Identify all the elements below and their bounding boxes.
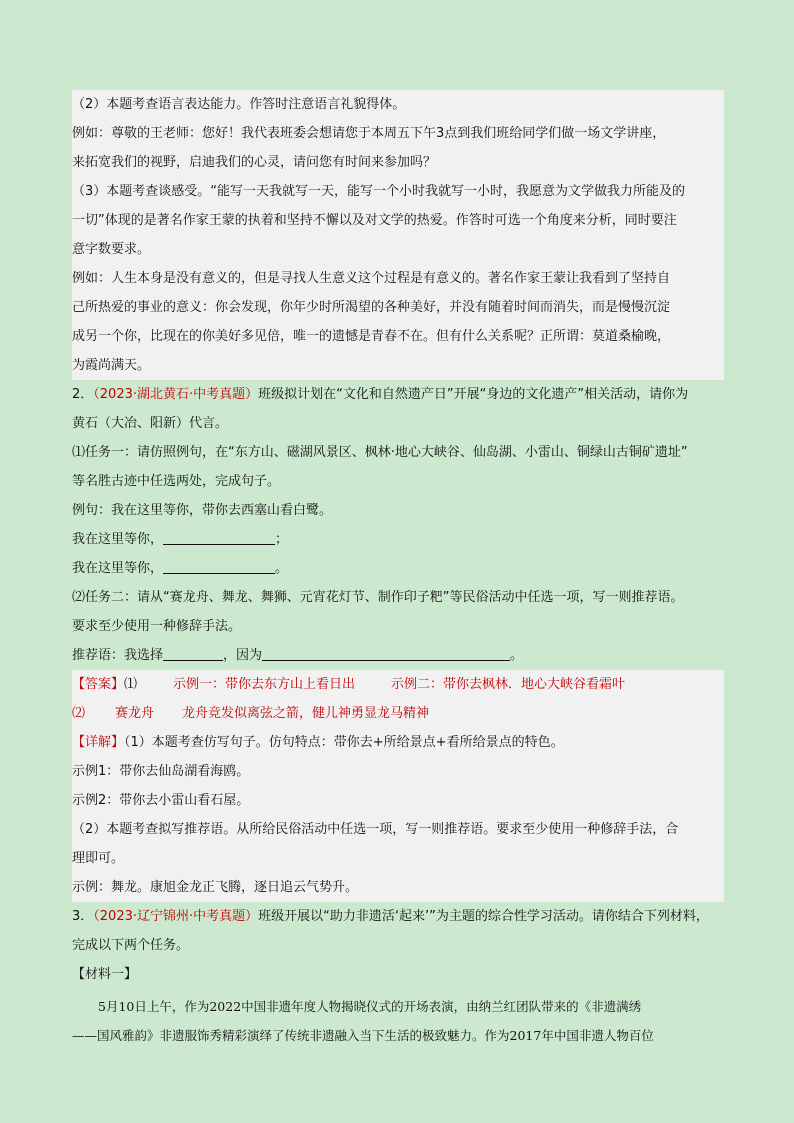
answer-example-line: 为霞尚满天。 (72, 351, 724, 380)
answer-line: 【答案】⑴ 示例一：带你去东方山上看日出 示例二：带你去枫林．地心大峡谷看霜叶 (72, 670, 724, 699)
task-1-line: 等名胜古迹中任选两处，完成句子。 (72, 474, 281, 489)
answer-blank[interactable] (163, 559, 275, 574)
question-2-stem-cont: 黄石（大冶、阳新）代言。 (72, 416, 229, 431)
question-source: （2023·湖北黄石·中考真题） (93, 387, 259, 402)
task-2-line: ⑵任务二：请从“赛龙舟、舞龙、舞狮、元宵花灯节、制作印子粑”等民俗活动中任选一项，写一则推荐语。 (72, 590, 684, 605)
fill-blank-line: 我在这里等你， ； (72, 532, 289, 547)
question-3-stem-cont: 完成以下两个任务。 (72, 938, 190, 953)
recommend-line: 推荐语：我选择 ，因为 。 (72, 648, 524, 663)
task-2-line: 要求至少使用一种修辞手法。 (72, 619, 242, 634)
detail-line: 示例1：带你去仙岛湖看海鸥。 (72, 757, 724, 786)
answer-blank[interactable] (163, 646, 223, 661)
answer-blank[interactable] (163, 530, 275, 545)
answer-line: （2）本题考查语言表达能力。作答时注意语言礼貌得体。 (72, 90, 724, 119)
answer-example-line: 成另一个你，比现在的你美好多见倍，唯一的遗憾是青春不在。但有什么关系呢？正所谓：莫道桑榆晚， (72, 322, 724, 351)
question-number: 3． (72, 909, 94, 924)
answer-example-line: 己所热爱的事业的意义：你会发现，你年少时所渴望的各种美好，并没有随着时间而消失，而是慢慢沉淀 (72, 293, 724, 322)
example-sentence: 例句：我在这里等你，带你去西塞山看白鹭。 (72, 503, 333, 518)
answer-example-line: 来拓宽我们的视野，启迪我们的心灵，请问您有时间来参加吗？ (72, 148, 724, 177)
answer-example-line: 例如：人生本身是没有意义的，但是寻找人生意义这个过程是有意义的。著名作家王蒙让我看到了坚持自 (72, 264, 724, 293)
detail-line: 示例：舞龙。康旭金龙正飞腾，逐日追云气势升。 (72, 873, 724, 902)
answer-blank[interactable] (262, 646, 510, 661)
question-3-stem: 3．（2023·辽宁锦州·中考真题）班级开展以“助力非遗活‘起来’”为主题的综合性学习活动。请你结合下列材料， (72, 909, 709, 924)
answer-line: （3）本题考查谈感受。“能写一天我就写一天，能写一个小时我就写一小时，我愿意为文学做我力所能及的 (72, 177, 724, 206)
answer-example-line: 例如：尊敬的王老师：您好！我代表班委会想请您于本周五下午3点到我们班给同学们做一场文学讲座， (72, 119, 724, 148)
answer-line: 一切”体现的是著名作家王蒙的执着和坚持不懈以及对文学的热爱。作答时可选一个角度来分析，同时要注 (72, 206, 724, 235)
material-paragraph: ——国风雅韵》非遗服饰秀精彩演绎了传统非遗融入当下生活的极致魅力。作为2017年中国非遗人物百位 (72, 1028, 654, 1043)
material-paragraph: 5月10日上午，作为2022中国非遗年度人物揭晓仪式的开场表演，由纳兰红团队带来的《非遗满绣 (98, 999, 642, 1014)
answer-line: ⑵ 赛龙舟 龙舟竞发似离弦之箭，健儿神勇显龙马精神 (72, 699, 724, 728)
detail-line: 【详解】（1）本题考查仿写句子。仿句特点：带你去+所给景点+看所给景点的特色。 (72, 728, 724, 757)
detail-label: 【详解】 (72, 735, 125, 750)
material-label: 【材料一】 (72, 967, 138, 982)
detail-line: 示例2：带你去小雷山看石屋。 (72, 786, 724, 815)
question-2-stem: 2．（2023·湖北黄石·中考真题）班级拟计划在“文化和自然遗产日”开展“身边的文化遗产”相关活动，请你为 (72, 387, 689, 402)
question-source: （2023·辽宁锦州·中考真题） (93, 909, 259, 924)
answer-line: 意字数要求。 (72, 235, 724, 264)
answer-label: 【答案】 (72, 677, 125, 692)
detail-line: 理即可。 (72, 844, 724, 873)
fill-blank-line: 我在这里等你， 。 (72, 561, 289, 576)
question-number: 2． (72, 387, 94, 402)
detail-line: （2）本题考查拟写推荐语。从所给民俗活动中任选一项，写一则推荐语。要求至少使用一种修辞手法，合 (72, 815, 724, 844)
task-1-line: ⑴任务一：请仿照例句，在“东方山、磁湖风景区、枫林·地心大峡谷、仙岛湖、小雷山、铜绿山古铜矿遗址” (72, 445, 688, 460)
